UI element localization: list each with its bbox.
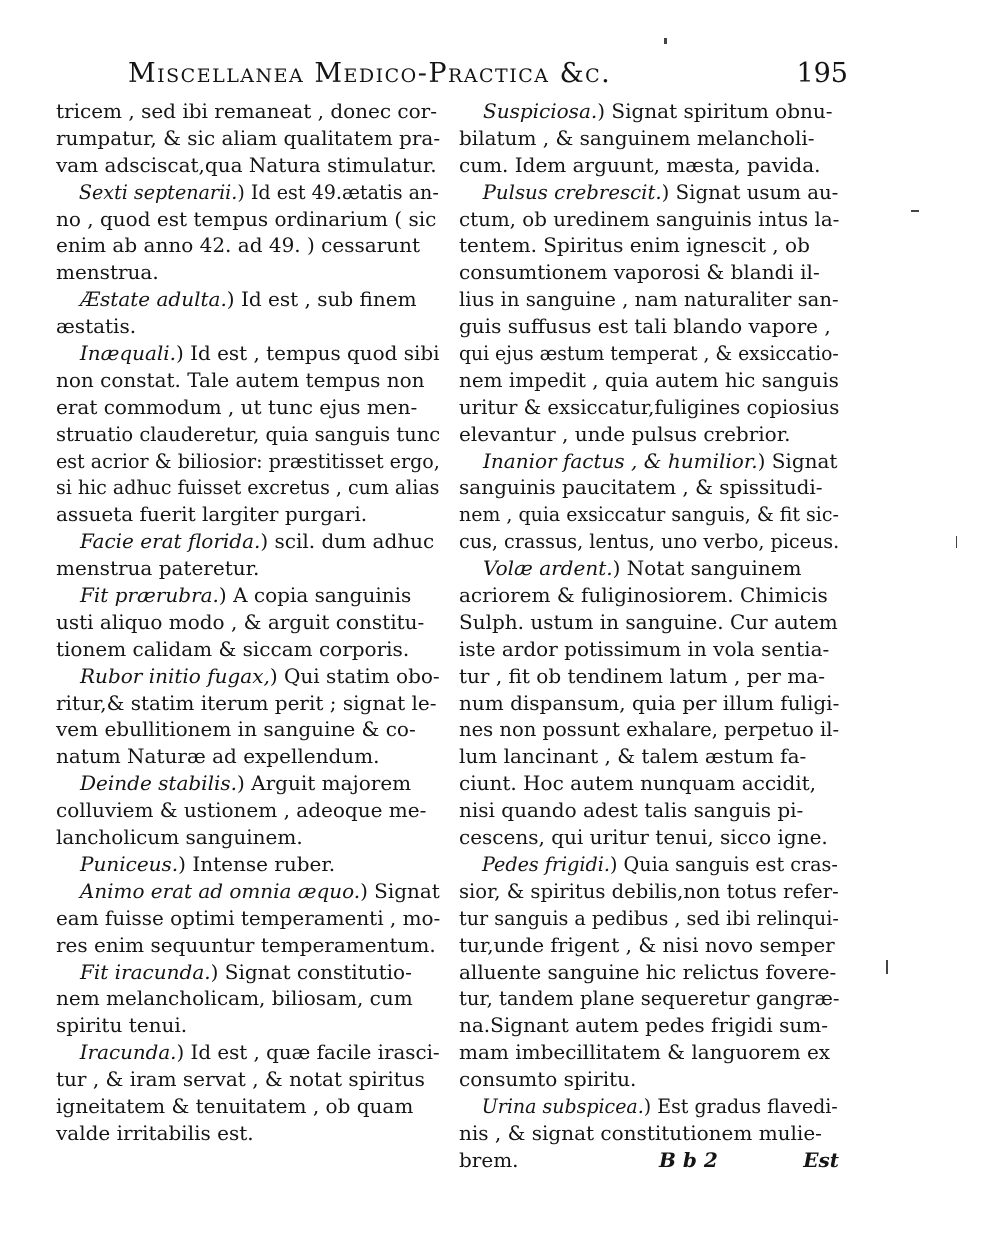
line-text: spiritu tenui. xyxy=(56,1013,188,1038)
text-line xyxy=(56,1039,440,1066)
line-text: tur, tandem plane sequeretur gangræ- xyxy=(459,986,840,1011)
line-text: lum lancinant , & talem æstum fa- xyxy=(459,744,807,769)
line-text: tur , fit ob tendinem latum , per ma- xyxy=(459,663,825,688)
lemma: Æstate adulta. xyxy=(80,287,227,312)
text-line xyxy=(56,501,440,528)
text-line xyxy=(459,125,839,152)
text-line xyxy=(459,528,840,555)
line-text: tur,unde frigent , & nisi novo semper xyxy=(459,932,835,957)
line-text: consumtionem vaporosi & blandi il- xyxy=(459,260,820,285)
running-header xyxy=(128,58,848,98)
line-text: ) Id est , tempus quod sibi xyxy=(175,341,440,366)
line-text: eam fuisse optimi temperamenti , mo- xyxy=(56,905,441,930)
right-column xyxy=(459,98,839,1174)
lemma: Sexti septenarii. xyxy=(78,179,238,204)
line-text: lius in sanguine , nam naturaliter san- xyxy=(459,287,839,312)
text-line xyxy=(459,313,839,340)
text-line xyxy=(459,1093,838,1120)
text-line xyxy=(459,905,839,932)
line-text: ) Signat usum au- xyxy=(661,179,839,204)
text-line xyxy=(459,932,839,959)
text-line xyxy=(459,206,840,233)
print-mark xyxy=(911,210,919,212)
line-text: tricem , sed ibi remaneat , donec cor- xyxy=(56,99,437,123)
text-line xyxy=(56,797,440,824)
line-text: alluente sanguine hic relictus fovere- xyxy=(459,959,837,984)
text-line xyxy=(459,824,839,851)
last-word: brem. xyxy=(459,1147,519,1172)
text-line xyxy=(56,1066,440,1093)
line-text: lancholicum sanguinem. xyxy=(56,825,303,850)
line-text: cescens, qui uritur tenui, sicco igne. xyxy=(459,825,828,850)
line-text: cus, crassus, lentus, uno verbo, piceus. xyxy=(459,529,840,554)
text-line xyxy=(459,179,839,206)
line-text: est acrior & biliosior: præstitisset ergo, xyxy=(56,448,440,473)
line-text: ) Signat xyxy=(360,878,440,903)
catchword: Est xyxy=(803,1147,839,1172)
text-line xyxy=(459,259,839,286)
line-text: qui ejus æstum temperat , & exsiccatio- xyxy=(459,341,839,366)
text-line xyxy=(56,851,440,878)
text-line xyxy=(56,636,440,663)
line-text: natum Naturæ ad expellendum. xyxy=(56,744,380,769)
text-line xyxy=(459,770,839,797)
line-text: nem melancholicam, biliosam, cum xyxy=(56,986,413,1011)
line-text: num dispansum, quia per illum fuligi- xyxy=(459,690,840,715)
line-text: ritur,& statim iterum perit ; signat le- xyxy=(56,690,437,715)
lemma: Urina subspicea. xyxy=(481,1093,644,1118)
text-line xyxy=(56,1093,440,1120)
line-text: æstatis. xyxy=(56,314,137,339)
lemma: Rubor initio fugax, xyxy=(80,663,270,688)
line-text: no , quod est tempus ordinarium ( sic xyxy=(56,206,437,231)
text-line xyxy=(56,286,440,313)
text-line xyxy=(459,636,839,663)
text-line xyxy=(459,421,839,448)
text-line xyxy=(459,448,839,475)
print-mark xyxy=(886,960,888,974)
line-text: vam adsciscat,qua Natura stimulatur. xyxy=(56,152,437,177)
line-text: nem impedit , quia autem hic sanguis xyxy=(459,367,839,392)
text-line xyxy=(459,716,840,743)
text-line xyxy=(56,474,440,501)
text-line xyxy=(56,582,440,609)
line-text: ) Signat spiritum obnu- xyxy=(597,99,833,123)
text-line xyxy=(56,824,440,851)
text-line xyxy=(56,932,440,959)
line-text: ) Signat xyxy=(757,448,838,473)
running-title: Miscellanea Medico-Practica &c. xyxy=(128,58,612,89)
text-line xyxy=(459,985,840,1012)
text-line xyxy=(459,1120,839,1147)
text-line xyxy=(56,340,439,367)
line-text: tur sanguis a pedibus , sed ibi relinqui- xyxy=(459,905,839,930)
line-text: cum. Idem arguunt, mæsta, pavida. xyxy=(459,152,821,177)
line-text: Sulph. ustum in sanguine. Cur autem xyxy=(459,609,838,634)
text-line xyxy=(56,152,440,179)
catch-line xyxy=(459,1147,839,1174)
line-text: ) Id est 49.ætatis an- xyxy=(237,179,439,204)
text-line xyxy=(56,1012,440,1039)
line-text: valde irritabilis est. xyxy=(56,1120,254,1145)
text-line xyxy=(56,179,439,206)
line-text: elevantur , unde pulsus crebrior. xyxy=(459,421,791,446)
lemma: Deinde stabilis. xyxy=(80,771,237,796)
lemma: Inæquali. xyxy=(79,341,176,366)
lemma: Puniceus. xyxy=(80,851,179,876)
text-line xyxy=(56,259,440,286)
line-text: menstrua pateretur. xyxy=(56,556,260,581)
text-line xyxy=(459,474,839,501)
text-line xyxy=(56,878,439,905)
line-text: ) Signat constitutio- xyxy=(210,959,412,984)
line-text: nis , & signat constitutionem mulie- xyxy=(459,1120,822,1145)
line-text: assueta fuerit largiter purgari. xyxy=(56,502,368,527)
line-text: ) Est gradus flavedi- xyxy=(643,1093,838,1118)
line-text: non constat. Tale autem tempus non xyxy=(56,367,425,392)
text-line xyxy=(459,286,839,313)
line-text: ) Qui statim obo- xyxy=(269,663,440,688)
text-line xyxy=(56,367,440,394)
line-text: erat commodum , ut tunc ejus men- xyxy=(56,394,418,419)
line-text: ) Intense ruber. xyxy=(178,851,336,876)
text-line xyxy=(56,716,440,743)
text-line xyxy=(56,1120,440,1147)
lemma: Pedes frigidi. xyxy=(481,851,610,876)
line-text: vem ebullitionem in sanguine & co- xyxy=(56,717,416,742)
line-text: sanguinis paucitatem , & spissitudi- xyxy=(459,475,823,500)
text-line xyxy=(459,797,839,824)
text-line xyxy=(459,232,839,259)
text-line xyxy=(459,878,839,905)
text-line xyxy=(56,770,440,797)
signature-mark: B b 2 xyxy=(659,1147,718,1172)
text-line xyxy=(56,743,440,770)
line-text: res enim sequuntur temperamentum. xyxy=(56,932,436,957)
text-line xyxy=(56,421,441,448)
line-text: ) A copia sanguinis xyxy=(218,583,412,608)
text-line xyxy=(56,313,440,340)
line-text: nem , quia exsiccatur sanguis, & fit sic- xyxy=(459,502,839,527)
line-text: nes non possunt exhalare, perpetuo il- xyxy=(459,717,840,742)
line-text: sior, & spiritus debilis,non totus refer- xyxy=(459,878,839,903)
lemma: Inanior factus , & humilior. xyxy=(483,448,758,473)
line-text: acriorem & fuliginosiorem. Chimicis xyxy=(459,583,828,608)
text-line xyxy=(56,555,440,582)
text-line xyxy=(459,555,839,582)
line-text: guis suffusus est tali blando vapore , xyxy=(459,314,831,339)
text-line xyxy=(56,448,440,475)
line-text: colluviem & ustionem , adeoque me- xyxy=(56,798,427,823)
print-mark xyxy=(956,536,957,548)
line-text: tentem. Spiritus enim ignescit , ob xyxy=(459,233,810,258)
lemma: Fit iracunda. xyxy=(80,959,211,984)
line-text: struatio clauderetur, quia sanguis tunc xyxy=(56,421,441,446)
text-line xyxy=(56,959,440,986)
line-text: enim ab anno 42. ad 49. ) cessarunt xyxy=(56,233,421,258)
text-line xyxy=(459,959,839,986)
lemma: Iracunda. xyxy=(79,1040,177,1065)
line-text: ) Quia sanguis est cras- xyxy=(609,851,838,876)
line-text: consumto spiritu. xyxy=(459,1067,637,1092)
line-text: igneitatem & tenuitatem , ob quam xyxy=(56,1093,414,1118)
text-line xyxy=(459,394,840,421)
text-line xyxy=(459,851,838,878)
lemma: Suspiciosa. xyxy=(483,99,598,123)
text-line xyxy=(56,98,440,125)
line-text: tionem calidam & siccam corporis. xyxy=(56,636,410,661)
text-line xyxy=(56,125,440,152)
text-line xyxy=(56,609,440,636)
text-line xyxy=(459,1066,839,1093)
line-text: na.Signant autem pedes frigidi sum- xyxy=(459,1013,829,1038)
line-text: tur , & iram servat , & notat spiritus xyxy=(56,1067,425,1092)
text-line xyxy=(56,663,440,690)
text-line xyxy=(459,663,839,690)
line-text: bilatum , & sanguinem melancholi- xyxy=(459,125,815,150)
line-text: mam imbecillitatem & languorem ex xyxy=(459,1040,831,1065)
line-text: ) Id est , quæ facile irasci- xyxy=(176,1040,440,1065)
lemma: Volæ ardent. xyxy=(483,556,613,581)
line-text: rumpatur, & sic aliam qualitatem pra- xyxy=(56,125,441,150)
line-text: iste ardor potissimum in vola sentia- xyxy=(459,636,830,661)
line-text: ) Id est , sub finem xyxy=(226,287,417,312)
text-line xyxy=(459,1012,839,1039)
page-number: 195 xyxy=(796,58,848,89)
left-column xyxy=(56,98,440,1147)
text-line xyxy=(459,743,839,770)
line-text: ) scil. dum adhuc xyxy=(260,529,435,554)
text-line xyxy=(459,1039,839,1066)
text-line xyxy=(56,528,440,555)
line-text: ctum, ob uredinem sanguinis intus la- xyxy=(459,206,840,231)
text-line xyxy=(56,905,439,932)
text-line xyxy=(459,501,839,528)
line-text: uritur & exsiccatur,fuligines copiosius xyxy=(459,394,840,419)
text-line xyxy=(459,609,839,636)
line-text: usti aliquo modo , & arguit constitu- xyxy=(56,609,425,634)
text-line xyxy=(56,690,440,717)
line-text: ) Notat sanguinem xyxy=(612,556,802,581)
lemma: Animo erat ad omnia æquo. xyxy=(79,878,361,903)
text-line xyxy=(459,152,839,179)
text-line xyxy=(56,206,440,233)
text-line xyxy=(459,340,839,367)
text-line xyxy=(56,394,440,421)
text-line xyxy=(459,582,839,609)
print-mark xyxy=(664,38,667,44)
line-text: si hic adhuc fuisset excretus , cum alias xyxy=(56,475,440,500)
text-line xyxy=(459,367,838,394)
text-line xyxy=(459,98,839,125)
text-line xyxy=(56,985,440,1012)
text-line xyxy=(459,690,839,717)
line-text: menstrua. xyxy=(56,260,159,285)
line-text: ) Arguit majorem xyxy=(236,771,412,796)
line-text: nisi quando adest talis sanguis pi- xyxy=(459,798,804,823)
lemma: Facie erat florida. xyxy=(80,529,261,554)
line-text: ciunt. Hoc autem nunquam accidit, xyxy=(459,771,817,796)
lemma: Pulsus crebrescit. xyxy=(482,179,662,204)
text-line xyxy=(56,232,440,259)
lemma: Fit prærubra. xyxy=(80,583,219,608)
